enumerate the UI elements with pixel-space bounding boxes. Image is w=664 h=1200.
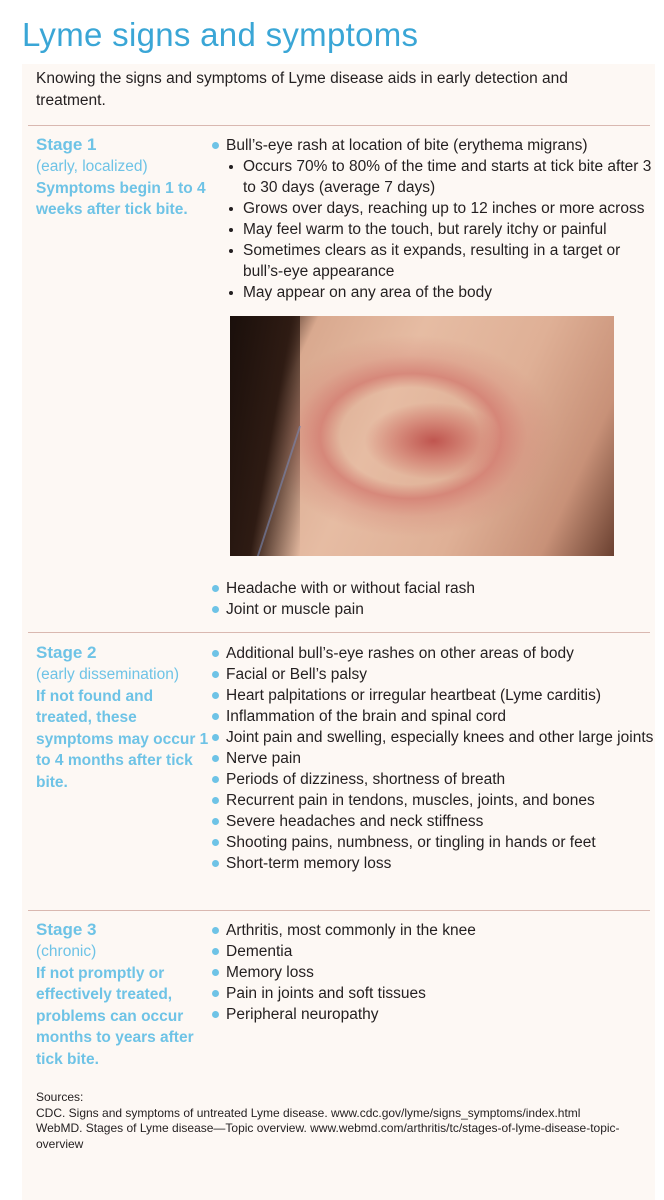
- bullet-icon: [212, 990, 219, 997]
- stage-2-name: Stage 2: [36, 643, 97, 662]
- main-symptom-details: [226, 156, 655, 303]
- symptom-text: Pain in joints and soft tissues: [226, 985, 426, 1002]
- list-item: [226, 240, 655, 282]
- stage-1-label: [36, 134, 211, 221]
- source-item: WebMD. Stages of Lyme disease—Topic overview. www.webmd.com/arthritis/tc/stages-of-lyme-disease-topic-overview: [36, 1121, 620, 1151]
- list-item: [210, 920, 655, 941]
- list-item: [210, 811, 655, 832]
- list-item: [210, 790, 655, 811]
- bullet-icon: [212, 692, 219, 699]
- stage-1-name: Stage 1: [36, 135, 97, 154]
- list-item: [210, 853, 655, 874]
- bullet-icon: [212, 650, 219, 657]
- symptom-text: Memory loss: [226, 964, 314, 981]
- stage-3-label: [36, 919, 211, 1070]
- divider: [28, 910, 650, 911]
- list-item: [226, 156, 655, 198]
- symptom-text: Peripheral neuropathy: [226, 1006, 379, 1023]
- bullet-icon: [212, 734, 219, 741]
- stage-3-name: Stage 3: [36, 920, 97, 939]
- bullet-icon: [212, 713, 219, 720]
- detail-text: Grows over days, reaching up to 12 inches or more across: [243, 200, 645, 217]
- list-item: [210, 578, 655, 599]
- dot-icon: [229, 249, 233, 253]
- stage-3-symptom-list: [210, 920, 655, 1025]
- source-item: CDC. Signs and symptoms of untreated Lyme disease. www.cdc.gov/lyme/signs_symptoms/index.html: [36, 1105, 581, 1120]
- dot-icon: [229, 291, 233, 295]
- symptom-text: Additional bull’s-eye rashes on other areas of body: [226, 645, 574, 662]
- list-item: [210, 685, 655, 706]
- bullet-icon: [212, 606, 219, 613]
- bulls-eye-rash-photo: [230, 316, 614, 556]
- stage-1-symptom-list: [210, 135, 655, 303]
- list-item: [210, 769, 655, 790]
- bullet-icon: [212, 839, 219, 846]
- list-item: [210, 664, 655, 685]
- main-symptom: Bull’s-eye rash at location of bite (erythema migrans): [226, 137, 588, 154]
- stage-2-subtitle: (early dissemination): [36, 666, 179, 683]
- list-item: [226, 198, 655, 219]
- bullet-icon: [212, 755, 219, 762]
- symptom-text: Heart palpitations or irregular heartbeat (Lyme carditis): [226, 687, 602, 704]
- bullet-icon: [212, 142, 219, 149]
- list-item: [210, 962, 655, 983]
- symptom-text: Short-term memory loss: [226, 855, 392, 872]
- bullet-icon: [212, 585, 219, 592]
- symptom-text: Joint or muscle pain: [226, 601, 364, 618]
- stage-2-label: [36, 642, 211, 793]
- detail-text: Occurs 70% to 80% of the time and starts at tick bite after 3 to 30 days (average 7 days): [243, 158, 652, 196]
- symptom-text: Joint pain and swelling, especially knees and other large joints: [226, 729, 654, 746]
- sources: [36, 1090, 636, 1152]
- symptom-text: Nerve pain: [226, 750, 301, 767]
- dot-icon: [229, 228, 233, 232]
- symptom-text: Shooting pains, numbness, or tingling in hands or feet: [226, 834, 596, 851]
- bullet-icon: [212, 860, 219, 867]
- bullet-icon: [212, 1011, 219, 1018]
- stage-2-description: If not found and treated, these symptoms may occur 1 to 4 months after tick bite.: [36, 687, 209, 791]
- bullet-icon: [212, 927, 219, 934]
- symptom-text: Recurrent pain in tendons, muscles, joints, and bones: [226, 792, 595, 809]
- symptom-text: Severe headaches and neck stiffness: [226, 813, 484, 830]
- sources-heading: Sources:: [36, 1090, 84, 1104]
- stage-2-symptom-list: [210, 643, 655, 874]
- bullet-icon: [212, 948, 219, 955]
- bullet-icon: [212, 818, 219, 825]
- intro-text: Knowing the signs and symptoms of Lyme disease aids in early detection and treatment.: [36, 70, 568, 109]
- list-item: [210, 706, 655, 727]
- list-item: [210, 748, 655, 769]
- symptom-text: Headache with or without facial rash: [226, 580, 475, 597]
- stage-1-subtitle: (early, localized): [36, 158, 148, 175]
- divider: [28, 125, 650, 126]
- list-item: [210, 135, 655, 303]
- symptom-text: Facial or Bell’s palsy: [226, 666, 367, 683]
- stage-1-other-symptoms: [210, 578, 655, 620]
- list-item: [226, 282, 655, 303]
- stage-3-subtitle: (chronic): [36, 943, 97, 960]
- bullet-icon: [212, 776, 219, 783]
- symptom-text: Inflammation of the brain and spinal cord: [226, 708, 507, 725]
- stage-3-description: If not promptly or effectively treated, problems can occur months to years after tick bite.: [36, 964, 194, 1068]
- bullet-icon: [212, 969, 219, 976]
- detail-text: May feel warm to the touch, but rarely itchy or painful: [243, 221, 607, 238]
- page-title: Lyme signs and symptoms: [22, 16, 419, 53]
- detail-text: Sometimes clears as it expands, resulting in a target or bull’s-eye appearance: [243, 242, 621, 280]
- bullet-icon: [212, 671, 219, 678]
- list-item: [210, 1004, 655, 1025]
- divider: [28, 632, 650, 633]
- stage-1-description: Symptoms begin 1 to 4 weeks after tick bite.: [36, 179, 206, 218]
- symptom-text: Arthritis, most commonly in the knee: [226, 922, 476, 939]
- symptom-text: Periods of dizziness, shortness of breath: [226, 771, 506, 788]
- list-item: [210, 941, 655, 962]
- list-item: [210, 832, 655, 853]
- list-item: [210, 599, 655, 620]
- bullet-icon: [212, 797, 219, 804]
- list-item: [210, 727, 655, 748]
- list-item: [210, 983, 655, 1004]
- detail-text: May appear on any area of the body: [243, 284, 493, 301]
- symptom-text: Dementia: [226, 943, 293, 960]
- dot-icon: [229, 165, 233, 169]
- list-item: [210, 643, 655, 664]
- dot-icon: [229, 207, 233, 211]
- list-item: [226, 219, 655, 240]
